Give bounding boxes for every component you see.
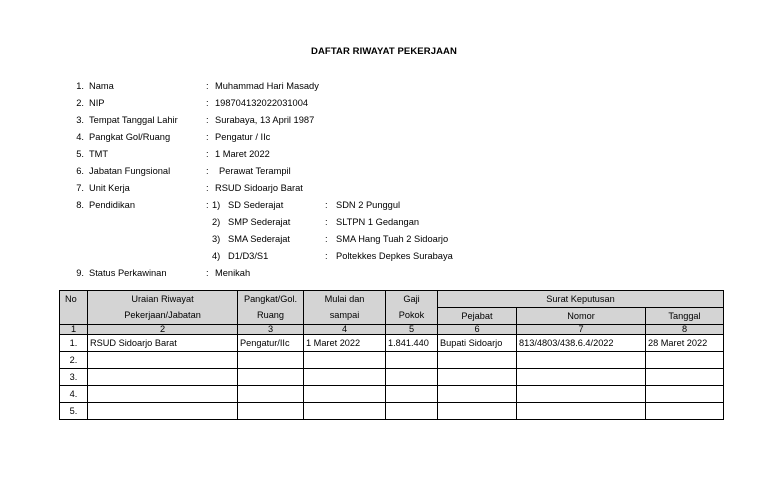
info-label: Pendidikan xyxy=(89,200,136,210)
index-cell: 7 xyxy=(517,325,646,335)
education-school: SDN 2 Punggul xyxy=(336,200,401,210)
info-number: 9. xyxy=(76,268,84,278)
education-number: 3) xyxy=(212,234,221,244)
education-colon: : xyxy=(325,234,328,244)
cell-no: 3. xyxy=(60,369,88,386)
info-value: 1 Maret 2022 xyxy=(215,149,270,159)
info-label: TMT xyxy=(89,149,109,159)
cell-no: 1. xyxy=(60,335,88,352)
info-number: 2. xyxy=(76,98,84,108)
cell-no: 5. xyxy=(60,403,88,420)
cell-uraian xyxy=(88,352,238,369)
index-cell: 6 xyxy=(438,325,517,335)
info-label: Nama xyxy=(89,81,114,91)
header-uraian: Uraian Riwayat xyxy=(88,291,238,308)
table-row xyxy=(60,386,724,403)
info-value: Surabaya, 13 April 1987 xyxy=(215,115,315,125)
cell-mulai xyxy=(304,386,386,403)
cell-tanggal xyxy=(646,369,724,386)
index-cell: 2 xyxy=(88,325,238,335)
education-level: SMA Sederajat xyxy=(228,234,291,244)
header-surat-keputusan: Surat Keputusan xyxy=(438,291,724,308)
cell-nomor xyxy=(517,403,646,420)
cell-pangkat xyxy=(238,386,304,403)
education-number: 4) xyxy=(212,251,221,261)
cell-mulai xyxy=(304,403,386,420)
cell-gaji: 1.841.440 xyxy=(386,335,438,352)
cell-pejabat xyxy=(438,386,517,403)
table-row xyxy=(60,352,724,369)
info-label: Jabatan Fungsional xyxy=(89,166,171,176)
cell-gaji xyxy=(386,403,438,420)
info-colon: : xyxy=(206,81,209,91)
cell-pejabat: Bupati Sidoarjo xyxy=(438,335,517,352)
cell-nomor xyxy=(517,369,646,386)
info-number: 1. xyxy=(76,81,84,91)
cell-pangkat xyxy=(238,369,304,386)
cell-uraian xyxy=(88,369,238,386)
header-gaji-cont: Pokok xyxy=(386,308,438,325)
info-label: Status Perkawinan xyxy=(89,268,167,278)
info-colon: : xyxy=(206,149,209,159)
info-colon: : xyxy=(206,132,209,142)
info-number: 3. xyxy=(76,115,84,125)
header-pangkat: Pangkat/Gol. xyxy=(238,291,304,308)
cell-nomor xyxy=(517,352,646,369)
header-pangkat-cont: Ruang xyxy=(238,308,304,325)
info-value: Muhammad Hari Masady xyxy=(215,81,319,91)
info-label: NIP xyxy=(89,98,105,108)
table-row xyxy=(60,335,724,352)
cell-mulai: 1 Maret 2022 xyxy=(304,335,386,352)
education-level: SMP Sederajat xyxy=(228,217,291,227)
info-value: 198704132022031004 xyxy=(215,98,309,108)
info-colon: : xyxy=(206,115,209,125)
cell-uraian xyxy=(88,386,238,403)
cell-pejabat xyxy=(438,403,517,420)
info-value: Menikah xyxy=(215,268,251,278)
education-level: D1/D3/S1 xyxy=(228,251,269,261)
cell-no: 4. xyxy=(60,386,88,403)
info-colon: : xyxy=(206,98,209,108)
info-colon: : xyxy=(206,268,209,278)
header-mulai: Mulai dan xyxy=(304,291,386,308)
index-cell: 4 xyxy=(304,325,386,335)
education-level: SD Sederajat xyxy=(228,200,284,210)
info-label: Tempat Tanggal Lahir xyxy=(89,115,178,125)
header-pejabat: Pejabat xyxy=(438,308,517,325)
index-cell: 1 xyxy=(60,325,88,335)
cell-tanggal xyxy=(646,403,724,420)
education-colon: : xyxy=(325,251,328,261)
info-number: 4. xyxy=(76,132,84,142)
table-header-row xyxy=(60,291,724,308)
info-number: 7. xyxy=(76,183,84,193)
cell-tanggal xyxy=(646,352,724,369)
education-colon: : xyxy=(325,200,328,210)
cell-uraian xyxy=(88,403,238,420)
work-history-table xyxy=(59,290,724,420)
cell-mulai xyxy=(304,352,386,369)
table-header-row xyxy=(60,308,724,325)
education-colon: : xyxy=(325,217,328,227)
education-number: 2) xyxy=(212,217,221,227)
cell-pejabat xyxy=(438,369,517,386)
education-school: SLTPN 1 Gedangan xyxy=(336,217,420,227)
info-label: Pangkat Gol/Ruang xyxy=(89,132,171,142)
info-number: 6. xyxy=(76,166,84,176)
cell-uraian: RSUD Sidoarjo Barat xyxy=(88,335,238,352)
header-gaji: Gaji xyxy=(386,291,438,308)
cell-nomor: 813/4803/438.6.4/2022 xyxy=(517,335,646,352)
cell-tanggal: 28 Maret 2022 xyxy=(646,335,724,352)
cell-no: 2. xyxy=(60,352,88,369)
header-mulai-cont: sampai xyxy=(304,308,386,325)
index-cell: 3 xyxy=(238,325,304,335)
header-no-cont xyxy=(60,308,88,325)
info-number: 5. xyxy=(76,149,84,159)
index-cell: 5 xyxy=(386,325,438,335)
info-colon: : xyxy=(206,183,209,193)
header-nomor: Nomor xyxy=(517,308,646,325)
header-tanggal: Tanggal xyxy=(646,308,724,325)
cell-pangkat: Pengatur/IIc xyxy=(238,335,304,352)
cell-tanggal xyxy=(646,386,724,403)
cell-gaji xyxy=(386,369,438,386)
info-value: Perawat Terampil xyxy=(219,166,291,176)
info-value: RSUD Sidoarjo Barat xyxy=(215,183,303,193)
cell-nomor xyxy=(517,386,646,403)
table-row xyxy=(60,403,724,420)
cell-mulai xyxy=(304,369,386,386)
header-uraian-cont: Pekerjaan/Jabatan xyxy=(88,308,238,325)
cell-pangkat xyxy=(238,403,304,420)
info-value: Pengatur / IIc xyxy=(215,132,271,142)
info-colon: : xyxy=(206,166,209,176)
header-no: No xyxy=(60,291,88,308)
cell-gaji xyxy=(386,386,438,403)
table-index-row xyxy=(60,325,724,335)
education-school: Poltekkes Depkes Surabaya xyxy=(336,251,453,261)
info-number: 8. xyxy=(76,200,84,210)
table-row xyxy=(60,369,724,386)
cell-gaji xyxy=(386,352,438,369)
cell-pejabat xyxy=(438,352,517,369)
education-school: SMA Hang Tuah 2 Sidoarjo xyxy=(336,234,449,244)
education-number: 1) xyxy=(212,200,221,210)
info-label: Unit Kerja xyxy=(89,183,130,193)
info-colon: : xyxy=(206,200,209,210)
page-title: DAFTAR RIWAYAT PEKERJAAN xyxy=(311,46,457,57)
cell-pangkat xyxy=(238,352,304,369)
index-cell: 8 xyxy=(646,325,724,335)
